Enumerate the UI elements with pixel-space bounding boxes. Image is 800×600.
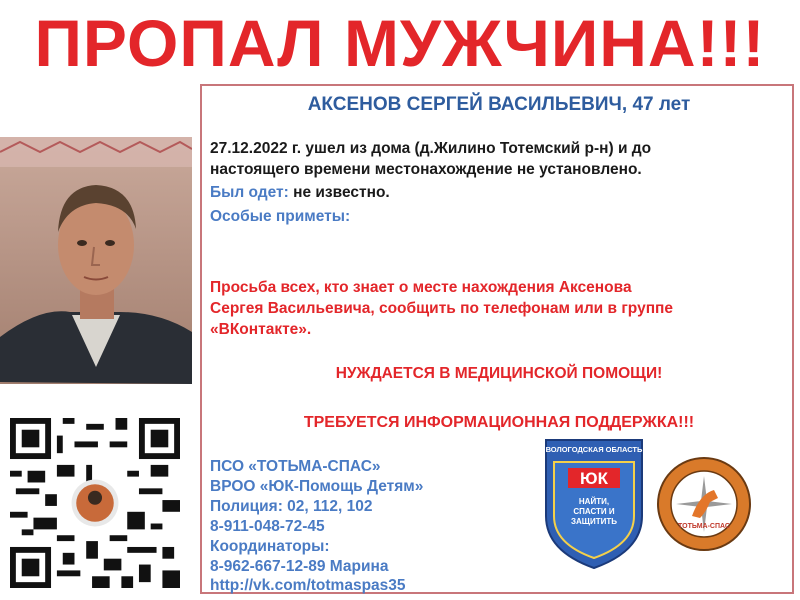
clothing-row [210, 182, 390, 203]
vk-link[interactable]: http://vk.com/totmaspas35 [210, 577, 406, 594]
appeal-line-3: «ВКонтакте». [210, 321, 312, 338]
phone-1: 8-911-048-72-45 [210, 518, 325, 535]
appeal-line-2: Сергея Васильевича, сообщить по телефонам или в группе [210, 300, 674, 317]
qr-code[interactable] [10, 418, 180, 588]
appeal-line-1: Просьба всех, кто знает о месте нахождения Аксенова [210, 279, 632, 296]
emblem1-motto-1: НАЙТИ, [578, 497, 610, 506]
emblem1-motto-2: СПАСТИ И [573, 507, 615, 516]
emblem1-motto-3: ЗАЩИТИТЬ [571, 517, 617, 526]
disappearance-line-2: настоящего времени местонахождение не установлено. [210, 161, 642, 178]
police-phones: Полиция: 02, 112, 102 [210, 498, 373, 515]
emblem1-logo-text: ЮК [580, 469, 608, 488]
emblem2-center-text: ТОТЬМА-СПАС [678, 523, 730, 530]
search-rescue-shield-emblem [542, 436, 646, 572]
org-name-2: ВРОО «ЮК-Помощь Детям» [210, 478, 424, 495]
coordinators-label: Координаторы: [210, 538, 330, 555]
disappearance-line-1: 27.12.2022 г. ушел из дома (д.Жилино Тотемский р-н) и до [210, 140, 652, 157]
info-support-alert: ТРЕБУЕТСЯ ИНФОРМАЦИОННАЯ ПОДДЕРЖКА!!! [303, 414, 695, 431]
missing-person-photo [0, 137, 192, 384]
headline: ПРОПАЛ МУЖЧИНА!!! [34, 6, 766, 80]
clothing-label: Был одет: [210, 184, 289, 201]
clothing-value: не известно. [288, 184, 390, 201]
person-name-age: АКСЕНОВ СЕРГЕЙ ВАСИЛЬЕВИЧ, 47 лет [307, 94, 691, 115]
phone-2: 8-962-667-12-89 Марина [210, 558, 389, 575]
org-name-1: ПСО «ТОТЬМА-СПАС» [210, 458, 381, 475]
medical-alert: НУЖДАЕТСЯ В МЕДИЦИНСКОЙ ПОМОЩИ! [335, 365, 663, 382]
special-features-label: Особые приметы: [210, 208, 351, 225]
emblem1-top-text: ВОЛОГОДСКАЯ ОБЛАСТЬ [545, 445, 643, 454]
totma-spas-round-emblem [656, 456, 752, 552]
